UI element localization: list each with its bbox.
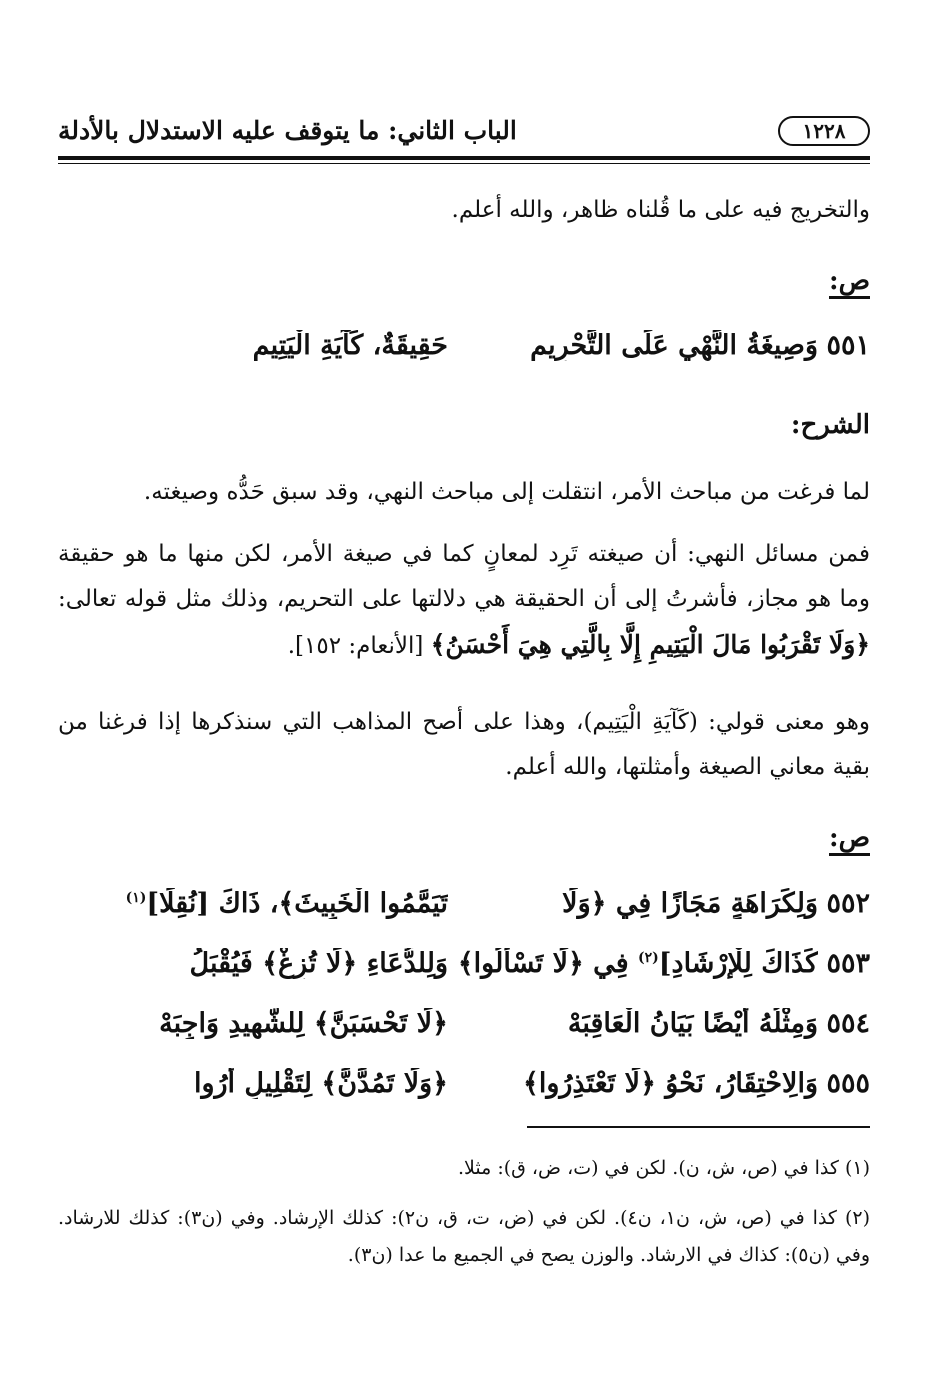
chapter-title: الباب الثاني: ما يتوقف عليه الاستدلال بالأدلة [58, 116, 517, 145]
verse-first-hemistich-tail: فِي ﴿لَا تَسْأَلُوا﴾ [458, 948, 638, 979]
verse-first-hemistich-wrap [458, 948, 818, 979]
footnote-separator [527, 1126, 870, 1128]
verse-second-hemistich: ﴿لَا تَحْسَبَنَّ﴾ لِلشَّهِيدِ وَاجِبَهْ [159, 1008, 448, 1039]
section-label: ص: [829, 266, 870, 299]
footnote-2: (٢) كذا في (ص، ش، ن١، ن٤). لكن في (ض، ت، ق، ن٢): كذلك الإرشاد. وفي (ن٣): كذلك للارشاد. وفي (ن٥): كذاك في الارشاد. والوزن يصح في الجميع ما عدا (ن٣). [58, 1207, 871, 1266]
verse-second-hemistich: وَلِلدُّعَاءِ ﴿لَا تُزِغْ﴾ فَيُقْبَلُ [189, 948, 448, 979]
quran-quote: ﴿وَلَا تَقْرَبُوا مَالَ الْيَتِيمِ إِلَّا بِالَّتِي هِيَ أَحْسَنُ﴾ [430, 630, 870, 659]
verse-row [58, 1004, 870, 1054]
verse-number: ٥٥٢ [826, 888, 870, 919]
verse-first-hemistich: وَمِثْلُهُ أَيْضًا بَيَانُ الْعَاقِبَهْ [567, 1008, 818, 1039]
verse-row [58, 326, 870, 376]
section-label: ص: [829, 823, 870, 856]
footnote-marker: (١) [125, 890, 147, 906]
verse-number: ٥٥٤ [826, 1008, 870, 1039]
sharh-heading: الشرح: [790, 410, 870, 440]
verse-second-hemistich-wrap [58, 888, 448, 919]
footnote-marker: (٢) [638, 950, 659, 966]
sharh-paragraph-2 [58, 532, 870, 669]
verse-first-hemistich: وَصِيغَةُ النَّهْيِ عَلَى التَّحْرِيمِ [530, 330, 818, 361]
header-rule-thin [58, 163, 870, 164]
quran-reference: [الأنعام: ١٥٢]. [287, 633, 431, 659]
verse-row [58, 944, 870, 994]
verse-number: ٥٥١ [826, 330, 870, 361]
verse-first-hemistich: وَلِكَرَاهَةٍ مَجَازًا فِي ﴿وَلَا [562, 888, 818, 919]
verse-row [58, 1064, 870, 1114]
page-header [58, 112, 870, 152]
page-number-badge: ١٢٢٨ [778, 116, 870, 146]
verse-second-hemistich: ﴿وَلَا تَمُدَّنَّ﴾ لِتَقْلِيلٍ أُرُوا [193, 1068, 448, 1099]
verse-first-hemistich: كَذَاكَ لِلْإِرْشَادِ] [658, 948, 818, 979]
footnote-1: (١) كذا في (ص، ش، ن). لكن في (ت، ض، ق): مثلا. [458, 1157, 870, 1179]
sharh-paragraph-3: وهو معنى قولي: (كَآيَةِ الْيَتِيم)، وهذا على أصح المذاهب التي سنذكرها إذا فرغنا من بقية معاني الصيغة وأمثلتها، والله أعلم. [58, 709, 870, 780]
header-rule [58, 156, 870, 160]
verse-row [58, 884, 870, 934]
intro-paragraph: والتخريج فيه على ما قُلناه ظاهر، والله أعلم. [451, 197, 870, 223]
paragraph-text: فمن مسائل النهي: أن صيغته تَرِد لمعانٍ كما في صيغة الأمر، لكن منها ما هو حقيقة وما هو مجاز، فأشرتُ إلى أن الحقيقة هي دلالتها على التحريم، وذلك مثل قوله تعالى: [58, 541, 870, 612]
verse-number: ٥٥٥ [826, 1068, 870, 1099]
verse-second-hemistich: حَقِيقَةٌ، كَآيَةِ الْيَتِيمِ [252, 330, 448, 361]
sharh-paragraph-1: لما فرغت من مباحث الأمر، انتقلت إلى مباحث النهي، وقد سبق حَدُّه وصيغته. [143, 479, 870, 505]
verse-number: ٥٥٣ [826, 948, 870, 979]
verse-second-hemistich: تَيَمَّمُوا الْخَبِيثَ﴾، ذَاكَ [نُقِلَا] [146, 888, 448, 919]
verse-first-hemistich: وَالِاحْتِقَارُ، نَحْوُ ﴿لَا تَعْتَذِرُوا﴾ [523, 1068, 818, 1099]
